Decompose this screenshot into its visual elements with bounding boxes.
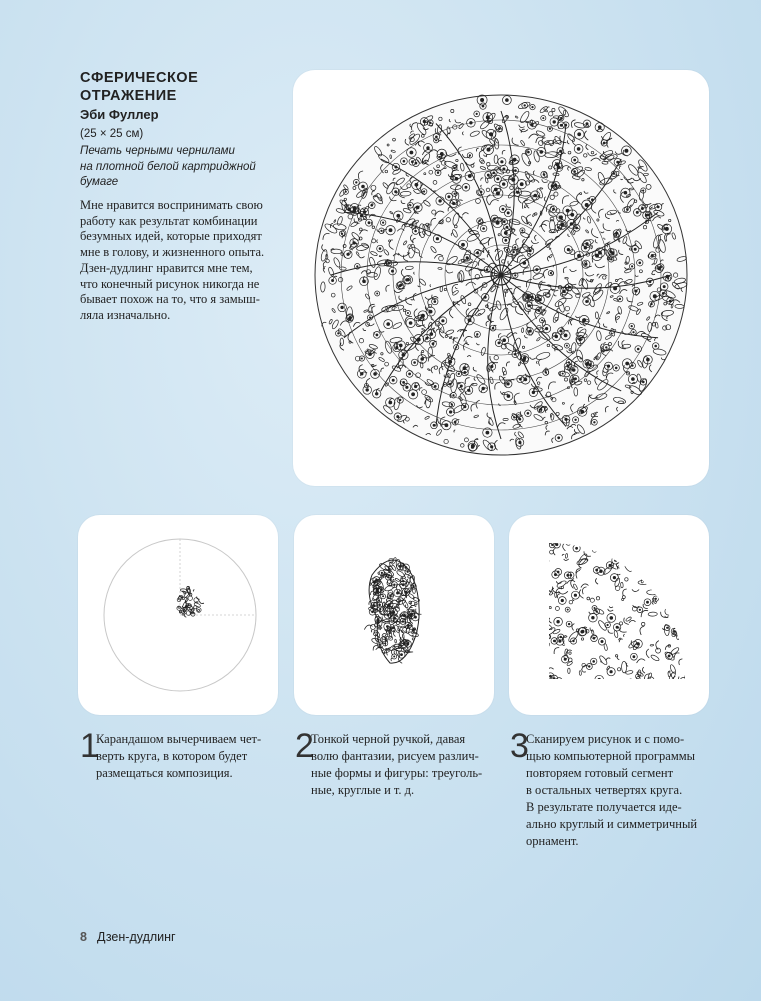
title-line: СФЕРИЧЕСКОЕ bbox=[80, 70, 199, 86]
technique-line: Печать черными чернилами bbox=[80, 145, 235, 157]
technique-line: бумаге bbox=[80, 176, 119, 188]
artwork-author: Эби Фуллер bbox=[80, 107, 159, 122]
step-line: верть круга, в котором будет bbox=[96, 749, 248, 763]
description-line: что конечный рисунок никогда не bbox=[80, 276, 260, 291]
quarter-pattern bbox=[509, 515, 709, 715]
step-line: Сканируем рисунок и с помо- bbox=[526, 732, 685, 746]
quarter-circle-sketch bbox=[78, 515, 278, 715]
mandala-illustration bbox=[293, 70, 709, 486]
step-line: Карандашом вычерчиваем чет- bbox=[96, 732, 262, 746]
mandala-pattern bbox=[315, 95, 687, 455]
step-line: повторяем готовый сегмент bbox=[526, 766, 674, 780]
step-text bbox=[526, 731, 701, 850]
step-line: В результате получается иде- bbox=[526, 800, 682, 814]
page-footer bbox=[80, 930, 176, 944]
description-line: ляла изначально. bbox=[80, 307, 171, 322]
step-number: 1 bbox=[80, 727, 99, 765]
step1-card bbox=[78, 515, 278, 715]
description-line: мне в голову, и жизненного опыта. bbox=[80, 245, 265, 260]
quarter-doodle bbox=[509, 515, 709, 715]
fragment-doodle bbox=[364, 557, 421, 663]
section-name: Дзен-дудлинг bbox=[96, 930, 176, 944]
step-line: в остальных четвертях круга. bbox=[526, 783, 683, 797]
step-line: ально круглый и симметричный bbox=[526, 817, 698, 831]
step-line: ные формы и фигуры: треуголь- bbox=[311, 766, 483, 780]
doodle-fragment bbox=[294, 515, 494, 715]
artwork-description bbox=[80, 198, 280, 324]
step3-card bbox=[509, 515, 709, 715]
artwork-size: (25 × 25 см) bbox=[80, 128, 144, 140]
step-line: размещаться композиция. bbox=[96, 766, 233, 780]
step-text bbox=[311, 731, 486, 799]
artwork-title bbox=[80, 69, 198, 105]
description-line: работу как результат комбинации bbox=[80, 213, 258, 228]
step-number: 2 bbox=[295, 727, 314, 765]
step-line: орнамент. bbox=[526, 834, 579, 848]
artwork-technique bbox=[80, 144, 280, 191]
page-number: 8 bbox=[80, 930, 87, 944]
step-line: ные, круглые и т. д. bbox=[311, 783, 415, 797]
description-line: безумных идей, которые приходят bbox=[80, 229, 262, 244]
description-line: Мне нравится воспринимать свою bbox=[80, 198, 263, 212]
description-line: Дзен-дудлинг нравится мне тем, bbox=[80, 260, 253, 275]
step-number: 3 bbox=[510, 727, 529, 765]
step2-card bbox=[294, 515, 494, 715]
main-artwork-card bbox=[293, 70, 709, 486]
title-line: ОТРАЖЕНИЕ bbox=[80, 88, 177, 104]
technique-line: на плотной белой картриджной bbox=[80, 160, 256, 173]
step-line: щью компьютерной программы bbox=[526, 749, 696, 763]
step-line: волю фантазии, рисуем различ- bbox=[311, 749, 479, 763]
seed-doodle bbox=[177, 586, 204, 617]
description-line: бывает похож на то, что я замыш- bbox=[80, 292, 260, 307]
step-text bbox=[96, 731, 271, 782]
step-line: Тонкой черной ручкой, давая bbox=[311, 732, 466, 746]
